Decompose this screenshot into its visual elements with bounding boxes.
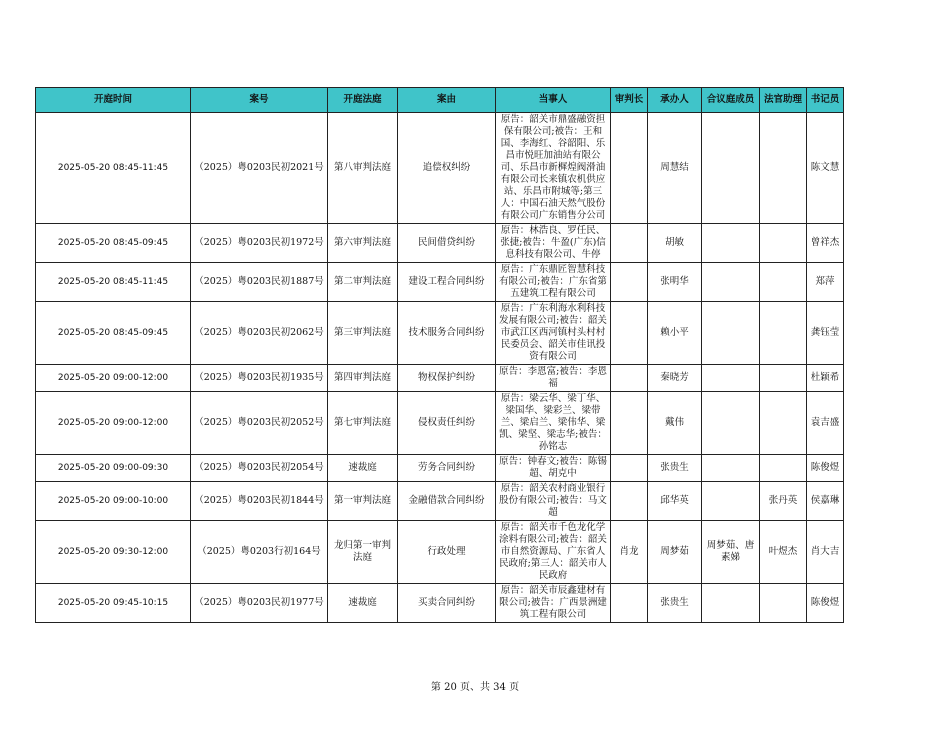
table-row [36,584,844,623]
cell-cause: 金融借款合同纠纷 [398,482,496,521]
cell-clerk: 陈俊煜 [807,584,844,623]
cell-time: 2025-05-20 08:45-09:45 [36,302,191,365]
cell-time: 2025-05-20 09:30-12:00 [36,521,191,584]
cell-case-no: （2025）粤0203民初1844号 [191,482,328,521]
col-header-case-no: 案号 [191,88,328,113]
cell-handler: 胡敏 [648,224,702,263]
table-row [36,302,844,365]
cell-case-no: （2025）粤0203民初1935号 [191,365,328,392]
cell-handler: 周梦茹 [648,521,702,584]
cell-chief-judge [611,365,648,392]
table-row [36,521,844,584]
cell-assistant [760,224,807,263]
cell-court: 速裁庭 [328,455,398,482]
hearing-schedule-table [35,87,844,623]
table-row [36,365,844,392]
cell-time: 2025-05-20 09:45-10:15 [36,584,191,623]
cell-chief-judge [611,263,648,302]
cell-clerk: 龚钰莹 [807,302,844,365]
cell-handler: 张贵生 [648,584,702,623]
cell-assistant [760,263,807,302]
cell-clerk: 陈文慧 [807,113,844,224]
cell-time: 2025-05-20 09:00-12:00 [36,392,191,455]
cell-assistant [760,365,807,392]
cell-court: 第二审判法庭 [328,263,398,302]
cell-handler: 张贵生 [648,455,702,482]
cell-time: 2025-05-20 08:45-11:45 [36,263,191,302]
cell-clerk: 侯嘉琳 [807,482,844,521]
cell-case-no: （2025）粤0203民初2052号 [191,392,328,455]
cell-court: 第六审判法庭 [328,224,398,263]
cell-cause: 技术服务合同纠纷 [398,302,496,365]
table-row [36,113,844,224]
page-number-footer: 第 20 页、共 34 页 [430,682,520,693]
col-header-clerk: 书记员 [807,88,844,113]
cell-assistant [760,455,807,482]
cell-clerk: 杜颖希 [807,365,844,392]
cell-case-no: （2025）粤0203行初164号 [191,521,328,584]
col-header-parties: 当事人 [496,88,611,113]
cell-assistant: 叶煜杰 [760,521,807,584]
cell-case-no: （2025）粤0203民初2062号 [191,302,328,365]
cell-clerk: 郑萍 [807,263,844,302]
cell-handler: 邱华英 [648,482,702,521]
cell-parties: 原告：梁云华、梁丁华、梁国华、梁彩兰、梁带兰、梁启兰、梁伟华、梁凯、梁坚、梁志华;被告：孙铭志 [496,392,611,455]
cell-chief-judge [611,455,648,482]
cell-assistant: 张丹英 [760,482,807,521]
cell-panel [702,224,760,263]
cell-assistant [760,584,807,623]
cell-chief-judge [611,392,648,455]
cell-court: 龙归第一审判法庭 [328,521,398,584]
cell-cause: 行政处理 [398,521,496,584]
cell-panel [702,302,760,365]
col-header-court: 开庭法庭 [328,88,398,113]
cell-chief-judge [611,584,648,623]
cell-parties: 原告：钟春文;被告：陈锡超、胡克中 [496,455,611,482]
cell-case-no: （2025）粤0203民初1977号 [191,584,328,623]
cell-panel [702,365,760,392]
cell-handler: 周慧结 [648,113,702,224]
col-header-handler: 承办人 [648,88,702,113]
cell-court: 第一审判法庭 [328,482,398,521]
col-header-assistant: 法官助理 [760,88,807,113]
table-row [36,263,844,302]
cell-chief-judge [611,482,648,521]
cell-panel [702,584,760,623]
cell-handler: 戴伟 [648,392,702,455]
cell-court: 速裁庭 [328,584,398,623]
cell-parties: 原告：广东鼎匠智慧科技有限公司;被告：广东省第五建筑工程有限公司 [496,263,611,302]
table-row [36,224,844,263]
cell-handler: 秦晓芳 [648,365,702,392]
cell-clerk: 袁吉盛 [807,392,844,455]
cell-parties: 原告：韶关市鼎盛融资担保有限公司;被告：王和国、李海红、谷韶阳、乐昌市悦旺加油站有限公司、乐昌市新樨煌阀滑油有限公司长来镇农机供应站、乐昌市附城等;第三人：中国石油天然气股份有限公司广东销售分公司 [496,113,611,224]
cell-chief-judge [611,224,648,263]
table-row [36,392,844,455]
col-header-cause: 案由 [398,88,496,113]
cell-parties: 原告：韶关农村商业银行股份有限公司;被告：马文超 [496,482,611,521]
cell-handler: 张明华 [648,263,702,302]
cell-panel [702,482,760,521]
cell-assistant [760,302,807,365]
cell-assistant [760,113,807,224]
cell-court: 第八审判法庭 [328,113,398,224]
cell-cause: 买卖合同纠纷 [398,584,496,623]
col-header-panel: 合议庭成员 [702,88,760,113]
cell-cause: 侵权责任纠纷 [398,392,496,455]
cell-cause: 民间借贷纠纷 [398,224,496,263]
table-row [36,455,844,482]
cell-assistant [760,392,807,455]
cell-parties: 原告：韶关市千色龙化学涂料有限公司;被告：韶关市自然资源局、广东省人民政府;第三人：韶关市人民政府 [496,521,611,584]
cell-clerk: 肖大吉 [807,521,844,584]
cell-parties: 原告：韶关市辰鑫建材有限公司;被告：广西景洲建筑工程有限公司 [496,584,611,623]
header-row [36,88,844,113]
cell-panel: 周梦茹、唐素娣 [702,521,760,584]
col-header-chief-judge: 审判长 [611,88,648,113]
cell-case-no: （2025）粤0203民初1972号 [191,224,328,263]
cell-clerk: 陈俊煜 [807,455,844,482]
cell-clerk: 曾祥杰 [807,224,844,263]
table-row [36,482,844,521]
cell-time: 2025-05-20 08:45-09:45 [36,224,191,263]
cell-chief-judge [611,302,648,365]
cell-case-no: （2025）粤0203民初2054号 [191,455,328,482]
cell-time: 2025-05-20 09:00-10:00 [36,482,191,521]
cell-cause: 建设工程合同纠纷 [398,263,496,302]
cell-chief-judge: 肖龙 [611,521,648,584]
cell-cause: 物权保护纠纷 [398,365,496,392]
col-header-time: 开庭时间 [36,88,191,113]
cell-case-no: （2025）粤0203民初2021号 [191,113,328,224]
cell-panel [702,263,760,302]
cell-time: 2025-05-20 09:00-12:00 [36,365,191,392]
cell-panel [702,392,760,455]
cell-parties: 原告：李恩富;被告：李恩福 [496,365,611,392]
cell-panel [702,455,760,482]
cell-time: 2025-05-20 08:45-11:45 [36,113,191,224]
cell-court: 第三审判法庭 [328,302,398,365]
cell-court: 第四审判法庭 [328,365,398,392]
cell-parties: 原告：林浩良、罗任民、张捷;被告：牛盈(广东)信息科技有限公司、牛停 [496,224,611,263]
cell-court: 第七审判法庭 [328,392,398,455]
cell-chief-judge [611,113,648,224]
cell-time: 2025-05-20 09:00-09:30 [36,455,191,482]
cell-cause: 劳务合同纠纷 [398,455,496,482]
cell-cause: 追偿权纠纷 [398,113,496,224]
cell-case-no: （2025）粤0203民初1887号 [191,263,328,302]
cell-handler: 赖小平 [648,302,702,365]
cell-panel [702,113,760,224]
cell-parties: 原告：广东利海水利科技发展有限公司;被告：韶关市武江区西河镇村头村村民委员会、韶关市佳讯投资有限公司 [496,302,611,365]
